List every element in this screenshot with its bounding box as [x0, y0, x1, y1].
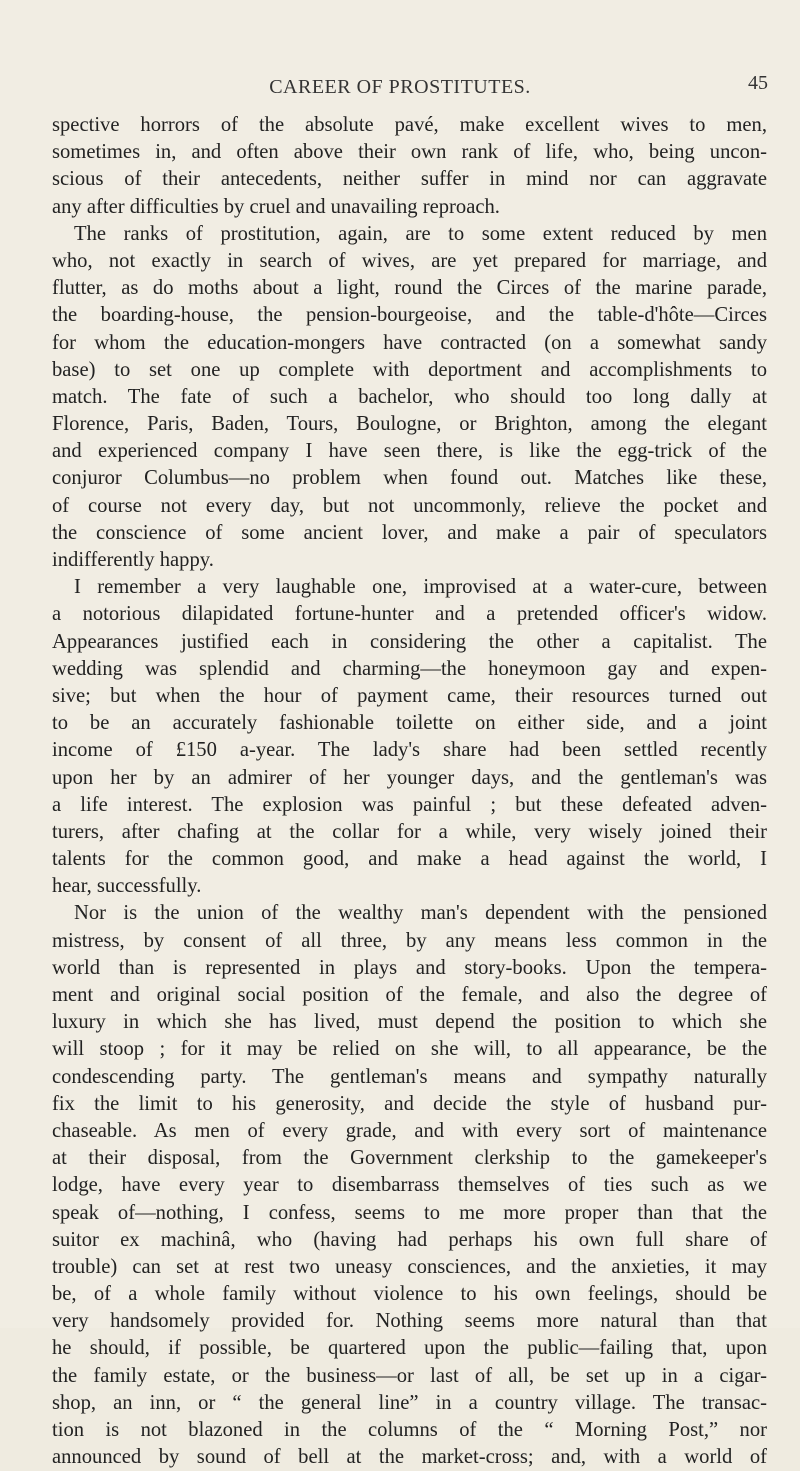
text-line: to be an accurately fashionable toilette on either side, and a joint	[52, 712, 767, 735]
text-line: suitor ex machinâ, who (having had perhaps his own full share of	[52, 1228, 767, 1251]
text-line: sive; but when the hour of payment came, their resources turned out	[52, 684, 767, 707]
text-line: the boarding-house, the pension-bourgeoise, and the table-d'hôte—Circes	[52, 304, 767, 327]
text-line: base) to set one up complete with deportment and accomplishments to	[52, 358, 767, 381]
text-line: conjuror Columbus—no problem when found out. Matches like these,	[52, 467, 767, 490]
text-line: a life interest. The explosion was painful ; but these defeated adven-	[52, 793, 767, 816]
text-line: match. The fate of such a bachelor, who should too long dally at	[52, 385, 767, 408]
text-line: ment and original social position of the female, and also the degree of	[52, 984, 767, 1006]
text-line: trouble) can set at rest two uneasy consciences, and the anxieties, it may	[52, 1255, 767, 1278]
text-line: he should, if possible, be quartered upon the public—failing that, upon	[52, 1337, 767, 1360]
text-line: The ranks of prostitution, again, are to some extent reduced by men	[74, 222, 767, 245]
text-line: tion is not blazoned in the columns of the “ Morning Post,” nor	[52, 1419, 767, 1441]
text-line: Florence, Paris, Baden, Tours, Boulogne, or Brighton, among the elegant	[52, 413, 767, 436]
running-title: CAREER OF PROSTITUTES.	[269, 76, 531, 98]
text-line: be, of a whole family without violence to his own feelings, should be	[52, 1283, 767, 1306]
text-line: spective horrors of the absolute pavé, make excellent wives to men,	[52, 114, 767, 136]
text-line: flutter, as do moths about a light, round the Circes of the marine parade,	[52, 277, 767, 300]
text-line: the conscience of some ancient lover, and make a pair of speculators	[52, 521, 767, 544]
text-line: announced by sound of bell at the market-cross; and, with a world of	[52, 1446, 767, 1469]
page-number: 45	[748, 72, 768, 94]
text-line: scious of their antecedents, neither suffer in mind nor can aggravate	[52, 168, 767, 191]
text-line: mistress, by consent of all three, by any means less common in the	[52, 929, 767, 952]
text-line: will stoop ; for it may be relied on she will, to all appearance, be the	[52, 1038, 767, 1061]
text-line: for whom the education-mongers have contracted (on a somewhat sandy	[52, 331, 767, 354]
text-line: very handsomely provided for. Nothing seems more natural than that	[52, 1310, 767, 1333]
text-line: Nor is the union of the wealthy man's dependent with the pensioned	[74, 902, 767, 925]
text-line: talents for the common good, and make a head against the world, I	[52, 848, 767, 871]
text-line: who, not exactly in search of wives, are yet prepared for marriage, and	[52, 249, 767, 272]
text-line: upon her by an admirer of her younger days, and the gentleman's was	[52, 766, 767, 789]
text-line: I remember a very laughable one, improvised at a water-cure, between	[74, 576, 767, 599]
text-line: chaseable. As men of every grade, and with every sort of maintenance	[52, 1119, 767, 1142]
text-line: luxury in which she has lived, must depend the position to which she	[52, 1011, 767, 1034]
text-line: a notorious dilapidated fortune-hunter and a pretended officer's widow.	[52, 603, 767, 626]
text-line: turers, after chafing at the collar for a while, very wisely joined their	[52, 820, 767, 843]
text-line: indifferently happy.	[52, 549, 214, 571]
text-line: at their disposal, from the Government clerkship to the gamekeeper's	[52, 1147, 767, 1170]
text-line: lodge, have every year to disembarrass themselves of ties such as we	[52, 1174, 767, 1197]
text-line: Appearances justified each in considering the other a capitalist. The	[52, 630, 767, 653]
text-line: condescending party. The gentleman's means and sympathy naturally	[52, 1065, 767, 1088]
text-line: the family estate, or the business—or last of all, be set up in a cigar-	[52, 1364, 767, 1387]
body-text	[52, 112, 767, 1471]
text-line: sometimes in, and often above their own rank of life, who, being uncon-	[52, 141, 767, 164]
text-line: speak of—nothing, I confess, seems to me more proper than that the	[52, 1201, 767, 1224]
text-line: wedding was splendid and charming—the honeymoon gay and expen-	[52, 657, 767, 680]
text-line: any after difficulties by cruel and unavailing reproach.	[52, 195, 500, 218]
text-line: and experienced company I have seen there, is like the egg-trick of the	[52, 440, 767, 463]
text-line: fix the limit to his generosity, and decide the style of husband pur-	[52, 1092, 767, 1115]
text-line: shop, an inn, or “ the general line” in a country village. The transac-	[52, 1391, 767, 1414]
text-line: of course not every day, but not uncommonly, relieve the pocket and	[52, 494, 767, 517]
text-line: income of £150 a-year. The lady's share had been settled recently	[52, 739, 767, 762]
text-line: hear, successfully.	[52, 875, 202, 898]
page-header	[0, 72, 800, 106]
text-line: world than is represented in plays and story-books. Upon the tempera-	[52, 956, 767, 979]
